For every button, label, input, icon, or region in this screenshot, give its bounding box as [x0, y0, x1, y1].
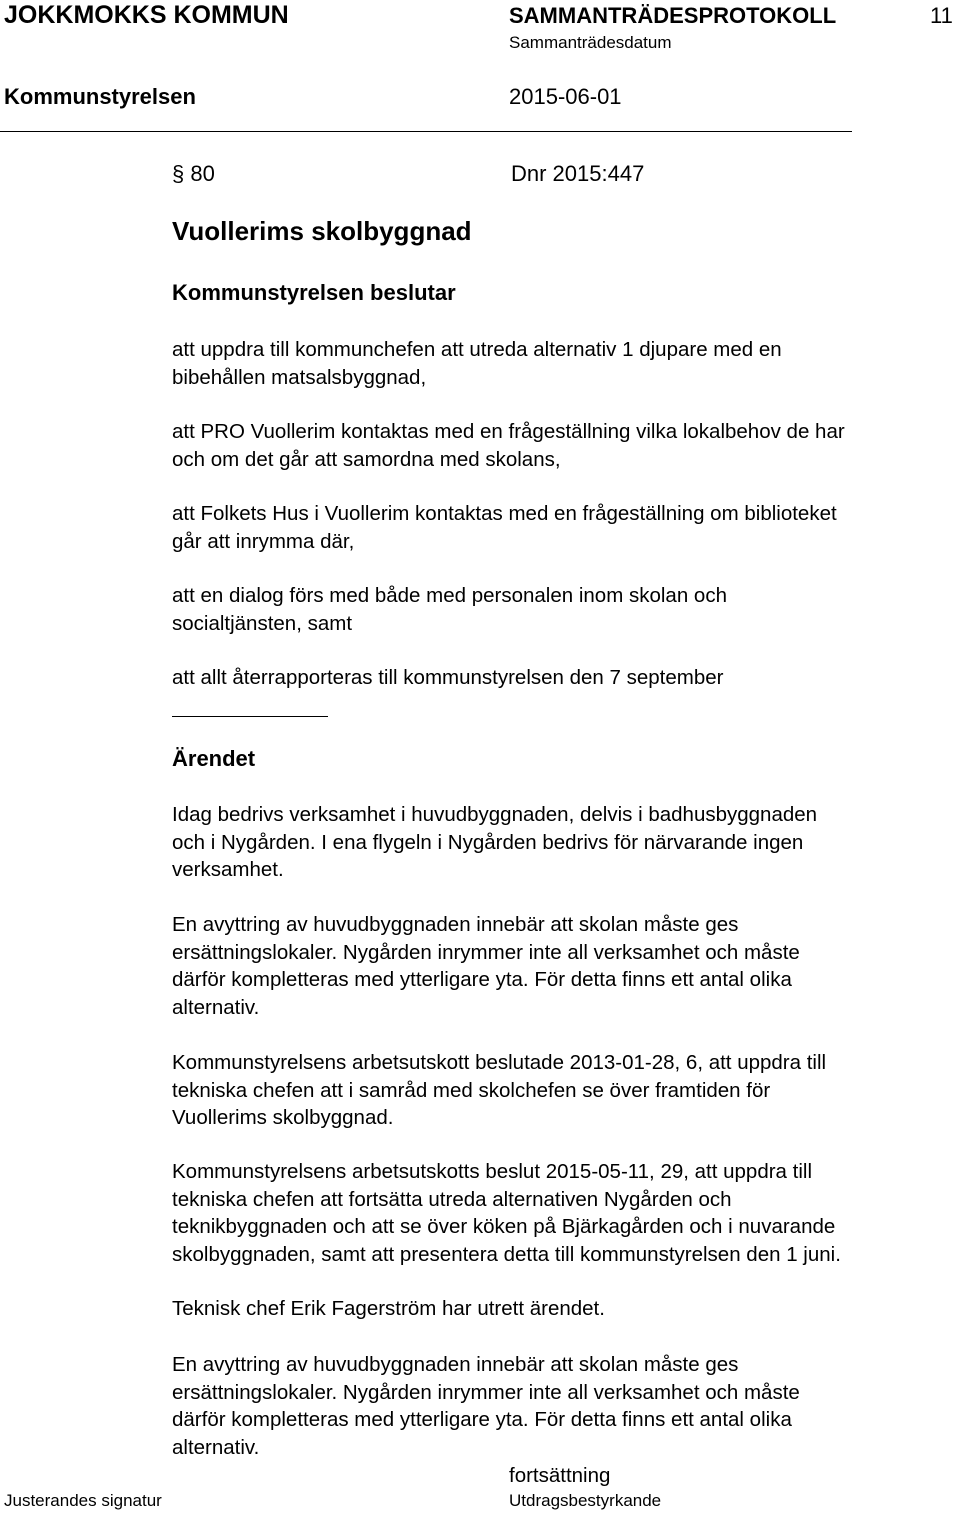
document-type: SAMMANTRÄDESPROTOKOLL [509, 3, 837, 28]
text-line: tekniska chefen att i samråd med skolchefen se över framtiden för [172, 1078, 771, 1102]
text-line: En avyttring av huvudbyggnaden innebär att skolan måste ges [172, 913, 739, 936]
meeting-date-label: Sammanträdesdatum [509, 33, 672, 52]
text-line: att Folkets Hus i Vuollerim kontaktas med en frågeställning om biblioteket [172, 502, 837, 525]
text-line: därför kompletteras med ytterligare yta. För detta finns ett antal olika [172, 1408, 792, 1431]
case-number: Dnr 2015:447 [511, 161, 645, 186]
matter-paragraph [172, 1158, 957, 1268]
text-line: därför kompletteras med ytterligare yta. För detta finns ett antal olika [172, 968, 792, 991]
decision-item [172, 664, 957, 692]
paragraph-sign: § [172, 161, 185, 186]
decision-item [172, 336, 957, 391]
text-line: Kommunstyrelsens arbetsutskotts beslut 2015-05-11, 29, att uppdra till [172, 1160, 813, 1183]
text-line: tekniska chefen att fortsätta utreda alternativen Nygården och [172, 1187, 732, 1211]
text-line: socialtjänsten, samt [172, 611, 353, 635]
matter-heading: Ärendet [172, 746, 256, 771]
decision-heading: Kommunstyrelsen beslutar [172, 280, 456, 305]
text-line: att en dialog förs med både med personalen inom skolan och [172, 584, 727, 607]
section-number-value: 80 [190, 161, 215, 186]
page-number: 11 [930, 3, 953, 28]
section-number [172, 160, 215, 188]
certification-label: Utdragsbestyrkande [509, 1491, 662, 1510]
decision-item [172, 582, 957, 637]
signature-label: Justerandes signatur [4, 1491, 162, 1510]
matter-paragraph [172, 1295, 957, 1323]
text-line: alternativ. [172, 1435, 260, 1459]
text-line: att PRO Vuollerim kontaktas med en frågeställning vilka lokalbehov de har [172, 420, 845, 443]
text-line: bibehållen matsalsbyggnad, [172, 365, 427, 389]
organization-name: JOKKMOKKS KOMMUN [4, 1, 289, 29]
matter-paragraph [172, 1351, 957, 1461]
text-line: Vuollerims skolbyggnad. [172, 1106, 394, 1129]
text-line: alternativ. [172, 995, 260, 1019]
text-line: ersättningslokaler. Nygården inrymmer inte all verksamhet och måste [172, 940, 800, 964]
text-line: verksamhet. [172, 858, 284, 881]
matter-paragraph [172, 1049, 957, 1132]
text-line: En avyttring av huvudbyggnaden innebär att skolan måste ges [172, 1353, 739, 1376]
text-line: ersättningslokaler. Nygården inrymmer inte all verksamhet och måste [172, 1380, 800, 1404]
decision-separator [172, 716, 328, 717]
text-line: och i Nygården. I ena flygeln i Nygården bedrivs för närvarande ingen [172, 830, 804, 854]
matter-paragraph [172, 911, 957, 1021]
text-line: och om det går att samordna med skolans, [172, 447, 561, 471]
text-line: att uppdra till kommunchefen att utreda alternativ 1 djupare med en [172, 338, 782, 361]
header-rule [0, 131, 852, 132]
matter-paragraph [172, 801, 957, 884]
text-line: Teknisk chef Erik Fagerström har utrett ärendet. [172, 1297, 605, 1320]
continuation-note: fortsättning [509, 1464, 611, 1487]
text-line: Kommunstyrelsens arbetsutskott beslutade 2013-01-28, 6, att uppdra till [172, 1051, 827, 1074]
section-title: Vuollerims skolbyggnad [172, 216, 472, 246]
committee-name: Kommunstyrelsen [4, 84, 196, 109]
text-line: går att inrymma där, [172, 529, 355, 553]
decision-item [172, 418, 957, 473]
decision-item [172, 500, 957, 555]
text-line: skolbyggnaden, samt att presentera detta till kommunstyrelsen den 1 juni. [172, 1242, 841, 1266]
meeting-date: 2015-06-01 [509, 84, 622, 109]
text-line: att allt återrapporteras till kommunstyrelsen den 7 september [172, 666, 724, 689]
text-line: Idag bedrivs verksamhet i huvudbyggnaden, delvis i badhusbyggnaden [172, 803, 818, 826]
text-line: teknikbyggnaden och att se över köken på Bjärkagården och i nuvarande [172, 1215, 836, 1238]
